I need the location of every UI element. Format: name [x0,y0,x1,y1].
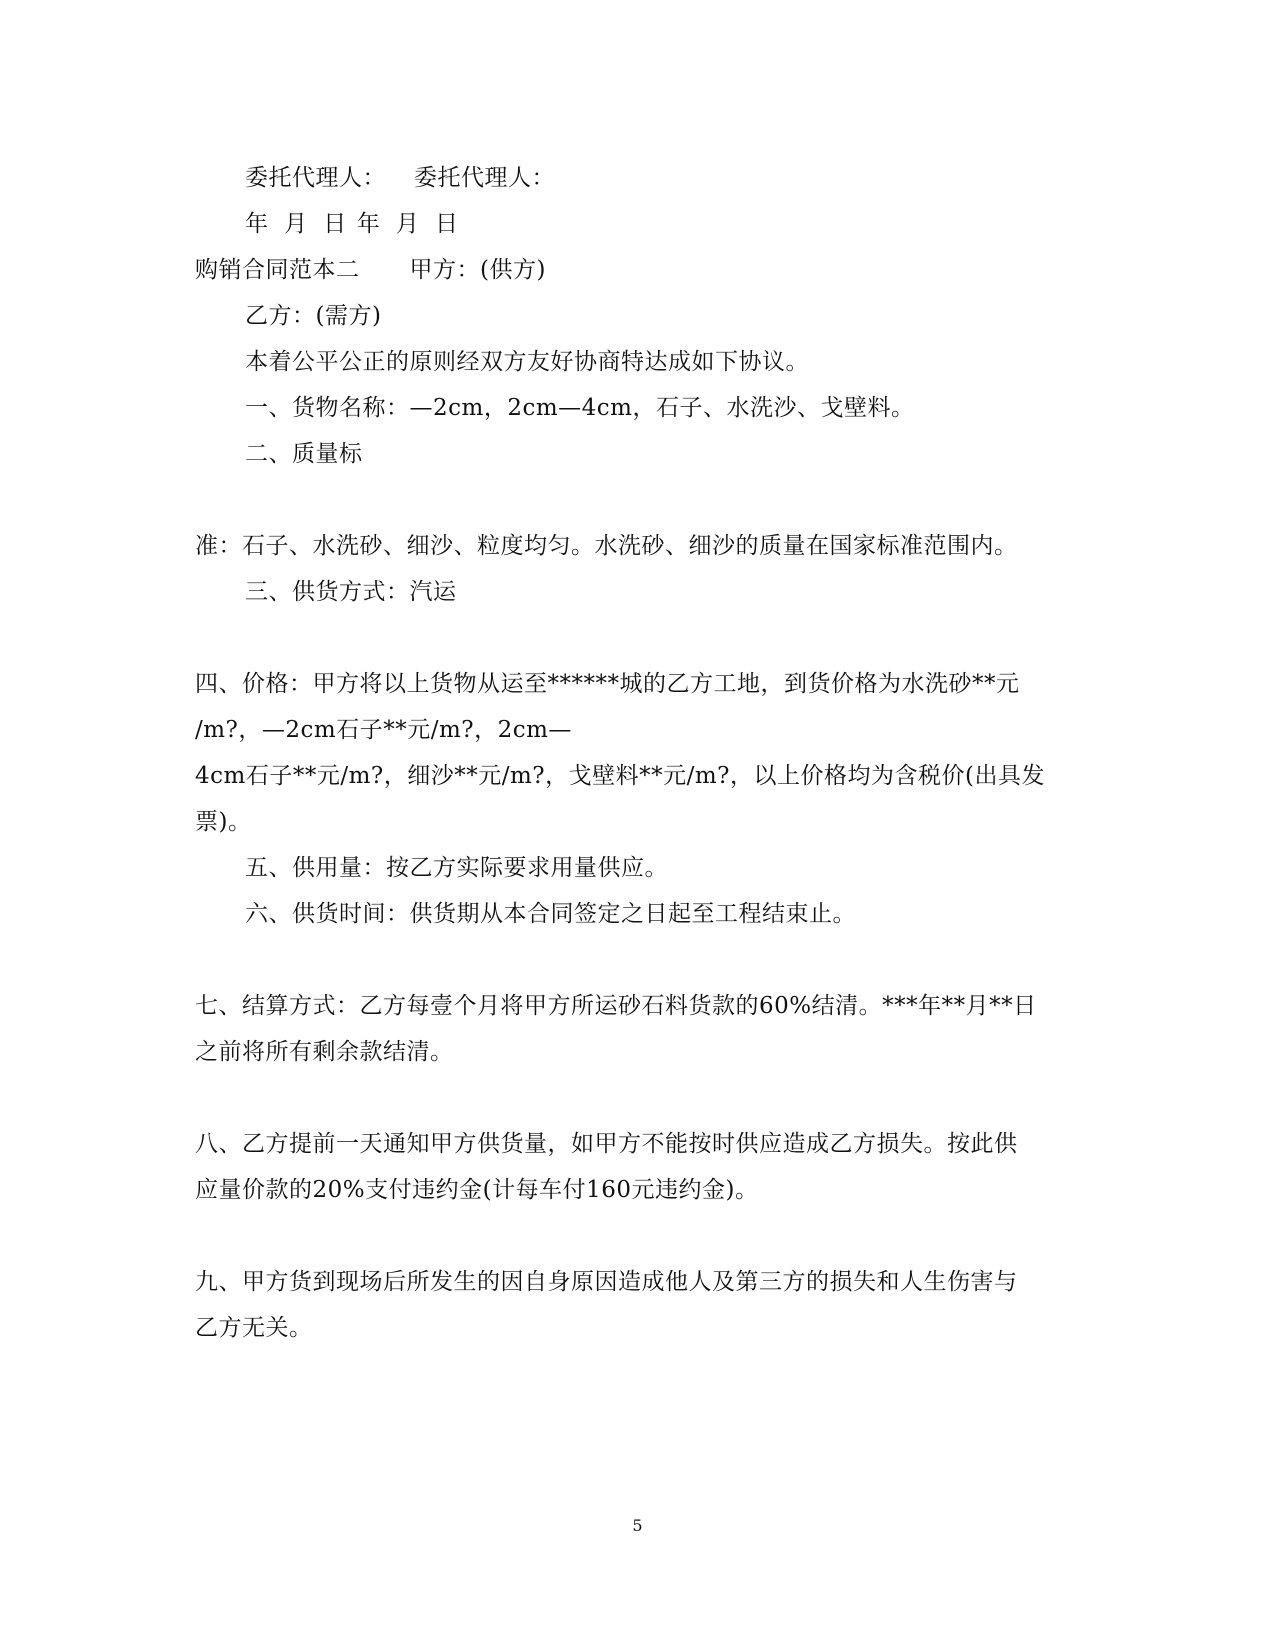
clause-8-line-1: 八、乙方提前一天通知甲方供货量，如甲方不能按时供应造成乙方损失。按此供 [195,1131,1018,1157]
date-party-a: 年 月 日 [245,211,347,237]
clause-4-line-1: 四、价格：甲方将以上货物从运至******城的乙方工地，到货价格为水洗砂**元 [195,671,1020,697]
agent-label-party-a: 委托代理人： [245,165,386,191]
clause-4-line-3: 4cm石子**元/m?，细沙**元/m?，戈壁料**元/m?，以上价格均为含税价(出具发 [195,763,1045,789]
date-line [245,208,459,240]
party-a-label: 甲方：(供方) [409,257,546,283]
clause-5: 五、供用量：按乙方实际要求用量供应。 [245,855,668,881]
clause-2-part-2: 准：石子、水洗砂、细沙、粒度均匀。水洗砂、细沙的质量在国家标准范围内。 [195,533,1018,559]
preamble: 本着公平公正的原则经双方友好协商特达成如下协议。 [245,349,809,375]
clause-3: 三、供货方式：汽运 [245,579,457,605]
page-number: 5 [632,1516,643,1535]
contract-title: 购销合同范本二 [195,257,360,283]
clause-7-line-1: 七、结算方式：乙方每壹个月将甲方所运砂石料货款的60%结清。***年**月**日 [195,993,1037,1019]
clause-9-line-1: 九、甲方货到现场后所发生的因自身原因造成他人及第三方的损失和人生伤害与 [195,1269,1018,1295]
clause-7-line-2: 之前将所有剩余款结清。 [195,1039,454,1065]
clause-6: 六、供货时间：供货期从本合同签定之日起至工程结束止。 [245,901,856,927]
agent-label-party-b: 委托代理人： [414,165,555,191]
clause-4-line-2: /m?，—2cm石子**元/m?，2cm— [195,717,572,743]
clause-8-line-2: 应量价款的20%支付违约金(计每车付160元违约金)。 [195,1177,759,1203]
clause-9-line-2: 乙方无关。 [195,1315,313,1341]
date-party-b: 年 月 日 [356,211,459,237]
agent-signature-line [245,162,555,194]
contract-title-line [195,254,546,286]
party-b-label: 乙方：(需方) [245,303,382,329]
clause-4-line-4: 票)。 [195,809,252,835]
clause-1: 一、货物名称：—2cm，2cm—4cm，石子、水洗沙、戈壁料。 [245,395,915,421]
clause-2-part-1: 二、质量标 [245,441,363,467]
